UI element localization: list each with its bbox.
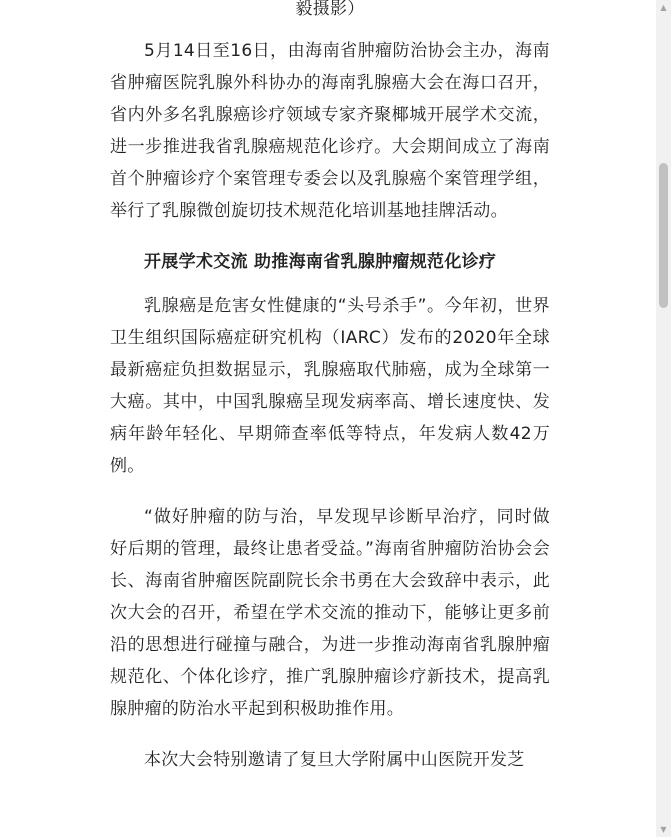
paragraph-breast-cancer-stats: 乳腺癌是危害女性健康的“头号杀手”。今年初，世界卫生组织国际癌症研究机构（IARC）发布的2020年全球最新癌症负担数据显示，乳腺癌取代肺癌，成为全球第一大癌。其中，中国乳腺癌呈现发病率高、增长速度快、发病年龄年轻化、早期筛查率低等特点，年发病人数42万例。 bbox=[110, 296, 550, 476]
vertical-scrollbar[interactable] bbox=[656, 0, 671, 837]
paragraph-invited-experts: 本次大会特别邀请了复旦大学附属中山医院开发芝 bbox=[144, 750, 525, 770]
section-subheading: 开展学术交流 助推海南省乳腺肿瘤规范化诊疗 bbox=[144, 252, 497, 272]
paragraph-intro: 5月14日至16日，由海南省肿瘤防治协会主办，海南省肿瘤医院乳腺外科协办的海南乳腺癌大会在海口召开，省内外多名乳腺癌诊疗领域专家齐聚椰城开展学术交流，进一步推进我省乳腺癌规范化诊疗。大会期间成立了海南首个肿瘤诊疗个案管理专委会以及乳腺癌个案管理学组，举行了乳腺微创旋切技术规范化培训基地挂牌活动。 bbox=[110, 41, 550, 221]
scroll-thumb[interactable] bbox=[659, 163, 668, 308]
scroll-down-arrow-icon[interactable]: ▼ bbox=[660, 825, 667, 834]
article-body bbox=[110, 0, 550, 795]
paragraph-president-quote: “做好肿瘤的防与治，早发现早诊断早治疗，同时做好后期的管理，最终让患者受益。”海南省肿瘤防治协会会长、海南省肿瘤医院副院长余书勇在大会致辞中表示，此次大会的召开，希望在学术交流的推动下，能够让更多前沿的思想进行碰撞与融合，为进一步推动海南省乳腺肿瘤规范化、个体化诊疗，推广乳腺肿瘤诊疗新技术，提高乳腺肿瘤的防治水平起到积极助推作用。 bbox=[110, 507, 550, 719]
photo-caption-tail: 毅摄影） bbox=[295, 0, 365, 19]
scroll-up-arrow-icon[interactable]: ▲ bbox=[660, 3, 667, 12]
